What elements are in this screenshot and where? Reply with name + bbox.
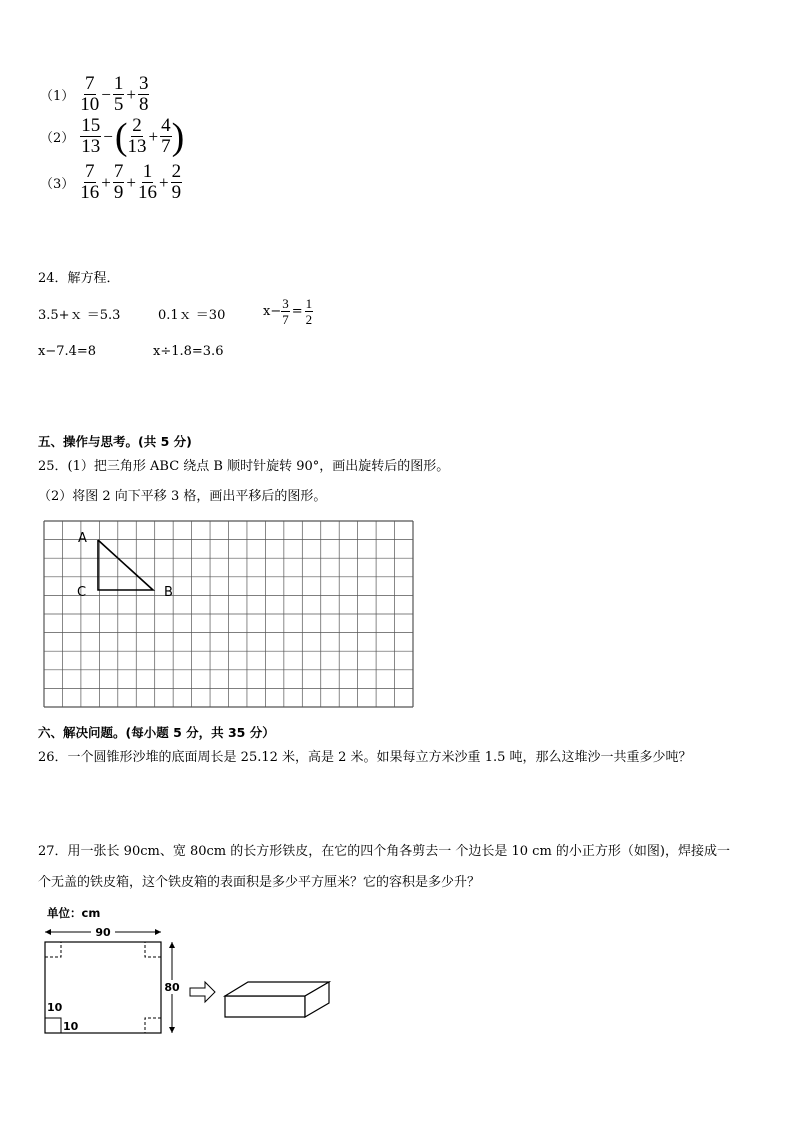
denominator: 7 [161,136,171,157]
denominator: 16 [137,182,157,203]
q24-equation-1: 3.5+ｘ ＝5.3 [38,308,121,323]
triangle-abc [98,540,153,590]
numerator: 7 [85,73,95,94]
q23-item-1 [40,74,149,115]
denominator: 8 [138,94,149,115]
figure-unit: 单位：cm [47,906,101,920]
q23-item-label: （2） [40,131,75,146]
numerator: 2 [171,161,182,182]
q23-item-2 [40,116,184,157]
parenthesis: ( [114,115,128,158]
fraction [160,116,172,157]
parenthesis: ) [171,115,185,158]
denominator: 9 [113,182,124,203]
q27-line1: 27．用一张长 90cm、宽 80cm 的长方形铁皮，在它的四个角各剪去一 个边长是 10 cm 的小正方形（如图)，焊接成一 [38,844,730,859]
eq3-equals: = [291,303,303,319]
numerator: 7 [113,161,124,182]
fraction [113,162,125,203]
operator: + [126,172,136,192]
fraction [80,74,99,115]
denominator: 5 [113,94,124,115]
q27-line2: 个无盖的铁皮箱，这个铁皮箱的表面积是多少平方厘米？它的容积是多少升？ [38,875,481,890]
numerator: 2 [132,115,142,136]
q23-item-label: （3） [40,177,75,192]
arrow-right-icon [190,982,215,1002]
label-c: C [77,585,87,600]
operator: − [103,126,113,146]
operator: + [126,84,136,104]
eq3-prefix: x− [263,303,282,319]
label-a: A [78,531,87,546]
operator: − [101,84,111,104]
denominator: 10 [80,94,100,115]
operator: + [158,172,169,192]
q24-equation-5: x÷1.8=3.6 [153,344,224,359]
eq3-fraction-2: $\frac{1}{2}$ [305,296,313,327]
grid-figure [40,517,420,713]
denominator: 9 [171,182,182,203]
q26-text: 26．一个圆锥形沙堆的底面周长是 25.12 米，高是 2 米。如果每立方米沙重 1.5 吨，那么这堆沙一共重多少吨？ [38,750,692,765]
denominator: 16 [80,182,100,203]
fraction [171,162,183,203]
numerator: 15 [81,115,101,136]
dim-height: 80 [164,981,180,994]
q25-part2: （2）将图 2 向下平移 3 格，画出平移后的图形。 [38,489,327,504]
numerator: 3 [138,73,149,94]
operator: + [101,172,111,192]
numerator: 1 [113,73,124,94]
fraction [138,162,157,203]
q24-equation-2: 0.1ｘ ＝30 [158,308,226,323]
q23-item-label: （1） [40,89,75,104]
denominator: 13 [81,136,101,157]
label-b: B [164,585,173,600]
fraction [128,116,147,157]
numerator: 4 [161,115,171,136]
fraction [138,74,150,115]
numerator: 1 [142,161,153,182]
fraction [80,116,101,157]
corner-label-horizontal: 10 [63,1020,79,1033]
box-3d [225,982,329,1017]
dim-width: 90 [95,926,111,939]
q24-title: 24．解方程． [38,271,120,286]
denominator: 13 [127,136,147,157]
q24-equation-3 [263,296,313,327]
q25-part1: 25．(1）把三角形 ABC 绕点 B 顺时针旋转 90°，画出旋转后的图形。 [38,459,450,474]
operator: + [148,126,159,146]
section6-heading: 六、解决问题。(每小题 5 分，共 35 分） [38,725,275,740]
q24-equation-4: x−7.4=8 [38,344,97,359]
numerator: 7 [85,161,95,182]
grid-lines [44,521,413,707]
fraction [113,74,125,115]
fraction [80,162,99,203]
q23-item-3 [40,162,182,203]
corner-label-vertical: 10 [47,1001,63,1014]
section5-heading: 五、操作与思考。(共 5 分) [38,434,192,449]
eq3-fraction-1: $\frac{3}{7}$ [282,296,289,327]
sheet-box-figure [40,920,340,1040]
